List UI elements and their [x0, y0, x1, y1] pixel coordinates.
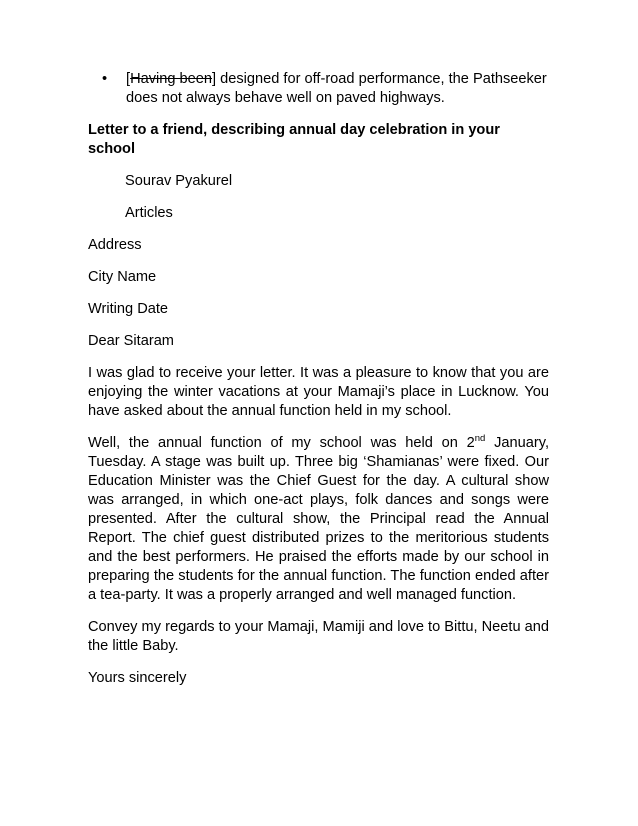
closing: Yours sincerely	[88, 670, 187, 686]
paragraph-2	[88, 434, 549, 605]
bullet-icon: •	[102, 71, 108, 87]
letter-heading: Letter to a friend, describing annual day celebration in your school	[88, 122, 500, 157]
paragraph-2-start: Well, the annual function of my school was held on 2	[88, 435, 475, 451]
date-ordinal-suffix: nd	[474, 433, 486, 445]
address-line: Address	[88, 237, 142, 253]
paragraph-3: Convey my regards to your Mamaji, Mamiji and love to Bittu, Neetu and the little Baby.	[88, 619, 549, 654]
struck-text: Having been	[130, 71, 213, 87]
salutation: Dear Sitaram	[88, 333, 174, 349]
city-line: City Name	[88, 269, 157, 285]
bullet-text: ] designed for off-road performance, the Pathseeker does not always behave well on paved highways.	[126, 71, 547, 106]
bullet-item	[88, 70, 549, 108]
document-page	[88, 70, 549, 701]
date-line: Writing Date	[88, 301, 169, 317]
paragraph-2-rest: January, Tuesday. A stage was built up. Three big ‘Shamianas’ were fixed. Our Education Minister was the Chief Guest for the day. A cultural show was arranged, in which one-act plays, folk dances and songs were presented. After the cultural show, the Principal read the Annual Report. The chief guest distributed prizes to the meritorious students and the best performers. He praised the efforts made by our school in preparing the students for the annual function. The function ended after a tea-party. It was a properly arranged and well managed function.	[88, 435, 550, 603]
paragraph-1: I was glad to receive your letter. It was a pleasure to know that you are enjoying the winter vacations at your Mamaji’s place in Lucknow. You have asked about the annual function held in my school.	[88, 365, 549, 419]
article-category: Articles	[125, 205, 173, 221]
bullet-open-bracket: [	[126, 71, 131, 87]
author-name: Sourav Pyakurel	[125, 173, 233, 189]
